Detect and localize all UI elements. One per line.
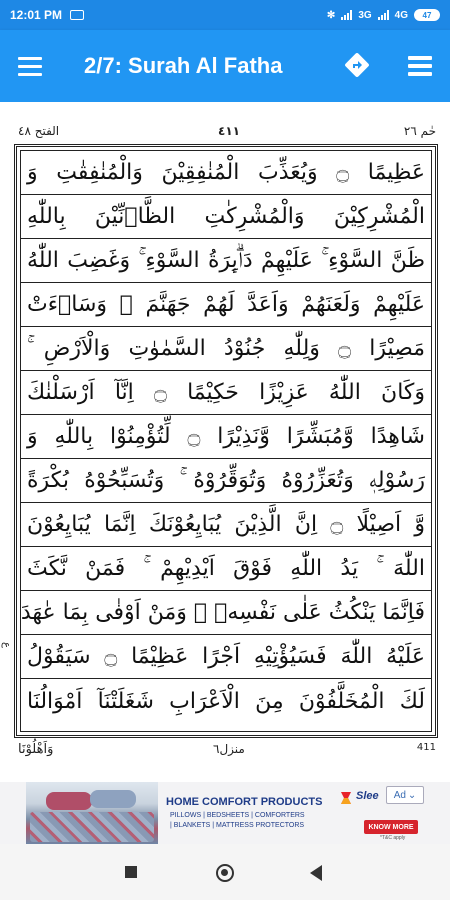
verse-text: وَكَانَ اللّٰهُ عَزِيْزًا حَكِيْمًا ۝ اِنَّآ اَرْسَلْنٰكَ	[27, 380, 425, 405]
verse-line	[21, 591, 431, 635]
ruku-marker: ع	[1, 642, 12, 648]
network-label-2: 4G	[394, 9, 408, 21]
verse-line	[21, 327, 431, 371]
catchword: وَاَهْلُوْنَا	[18, 742, 54, 757]
verse-line	[21, 503, 431, 547]
page-title: 2/7: Surah Al Fatha	[84, 53, 283, 78]
verse-line	[21, 151, 431, 195]
page-number-header: ٤١١	[218, 124, 240, 138]
verse-text: عَلَيْهُ اللّٰهَ فَسَيُؤْتِيْهِ اَجْرًا عَظِيْمًا ۝ سَيَقُوْلُ	[27, 644, 425, 669]
network-label-1: 3G	[358, 9, 372, 21]
verse-line	[21, 679, 431, 723]
notification-icon	[70, 10, 84, 20]
home-circle-icon[interactable]	[216, 864, 234, 882]
quran-page	[0, 102, 450, 782]
chevron-down-icon: ⌄	[407, 789, 417, 801]
signal-icon	[341, 10, 352, 20]
list-icon[interactable]	[400, 46, 440, 86]
manzil-label: منزل٦	[213, 742, 245, 756]
verse-text: اللّٰهَ ۚ يَدُ اللّٰهِ فَوْقَ اَيْدِيْهِمْ ۚ فَمَنْ نَّكَثَ	[27, 556, 425, 581]
verse-text: وَّ اَصِيْلًا ۝ اِنَّ الَّذِيْنَ يُبَايِعُوْنَكَ اِنَّمَا يُبَايِعُوْنَ	[27, 512, 425, 537]
vibrate-icon: ✻	[326, 9, 336, 21]
back-triangle-icon[interactable]	[310, 865, 322, 881]
battery-level: 47	[422, 10, 432, 20]
verse-line	[21, 371, 431, 415]
verse-line	[21, 195, 431, 239]
battery-icon	[414, 9, 440, 21]
verse-lines	[20, 150, 432, 732]
status-bar	[0, 0, 450, 30]
system-nav-bar	[0, 844, 450, 900]
verse-text: عَلَيْهِمْ وَلَعَنَهُمْ وَاَعَدَّ لَهُمْ جَهَنَّمَ ۚ وَسَاۗءَتْ	[27, 292, 425, 317]
verse-frame	[14, 144, 438, 738]
recents-square-icon[interactable]	[125, 866, 137, 878]
verse-line	[21, 239, 431, 283]
page-number-footer: 411	[416, 742, 436, 753]
verse-line	[21, 283, 431, 327]
page-header	[18, 124, 436, 140]
verse-line	[21, 635, 431, 679]
ad-banner[interactable]	[0, 782, 450, 844]
ad-title: HOME COMFORT PRODUCTS	[166, 796, 323, 808]
brand-logo-icon	[338, 790, 354, 806]
verse-text: عَظِيمًا ۝ وَيُعَذِّبَ الْمُنٰفِقِيْنَ وَالْمُنٰفِقٰتِ وَ	[27, 160, 425, 185]
hamburger-menu-icon[interactable]	[0, 30, 60, 102]
ad-brand: Slee	[356, 790, 379, 802]
ad-cta-button[interactable]: KNOW MORE	[364, 820, 418, 834]
status-indicators	[327, 9, 440, 21]
verse-text: رَسُوْلِهٖ وَتُعَزِّرُوْهُ وَتُوَقِّرُوْهُ ۚ وَتُسَبِّحُوْهُ بُكْرَةً	[27, 468, 425, 493]
status-time: 12:01 PM	[10, 8, 63, 22]
ad-badge-label: Ad	[393, 789, 406, 801]
verse-text: الْمُشْرِكِيْنَ وَالْمُشْرِكٰتِ الظَّاۤنِّيْنَ بِاللّٰهِ	[27, 204, 425, 229]
ad-bed-image	[26, 782, 158, 844]
verse-text: لَكَ الْمُخَلَّفُوْنَ مِنَ الْاَعْرَابِ شَغَلَتْنَآ اَمْوَالُنَا	[27, 688, 425, 714]
verse-line	[21, 415, 431, 459]
verse-text: فَاِنَّمَا يَنْكُثُ عَلٰى نَفْسِهٖ ۚ وَمَنْ اَوْفٰى بِمَا عٰهَدَ	[21, 600, 425, 625]
ad-choices-badge[interactable]	[386, 786, 424, 804]
verse-text: مَصِيْرًا ۝ وَلِلّٰهِ جُنُوْدُ السَّمٰوٰتِ وَالْاَرْضِ ۚ	[27, 336, 425, 361]
app-bar	[0, 30, 450, 102]
verse-text: شَاهِدًا وَّمُبَشِّرًا وَّنَذِيْرًا ۝ لِّتُؤْمِنُوْا بِاللّٰهِ وَ	[27, 424, 425, 449]
ad-line-2: | BLANKETS | MATTRESS PROTECTORS	[170, 822, 305, 829]
verse-line	[21, 547, 431, 591]
surah-name-header: الفتح ٤٨	[18, 124, 60, 138]
page-footer	[18, 742, 436, 760]
signal-icon-2	[378, 10, 389, 20]
ad-line-1: PILLOWS | BEDSHEETS | COMFORTERS	[170, 812, 305, 819]
juz-header: حٰم ٢٦	[403, 124, 436, 138]
verse-text: ظَنَّ السَّوْءِ ۚ عَلَيْهِمْ دَاۗىِٕرَةُ السَّوْءِ ۚ وَغَضِبَ اللّٰهُ	[27, 248, 425, 273]
verse-line	[21, 459, 431, 503]
directions-icon[interactable]	[340, 48, 374, 82]
ad-terms: *T&C apply	[380, 835, 406, 841]
